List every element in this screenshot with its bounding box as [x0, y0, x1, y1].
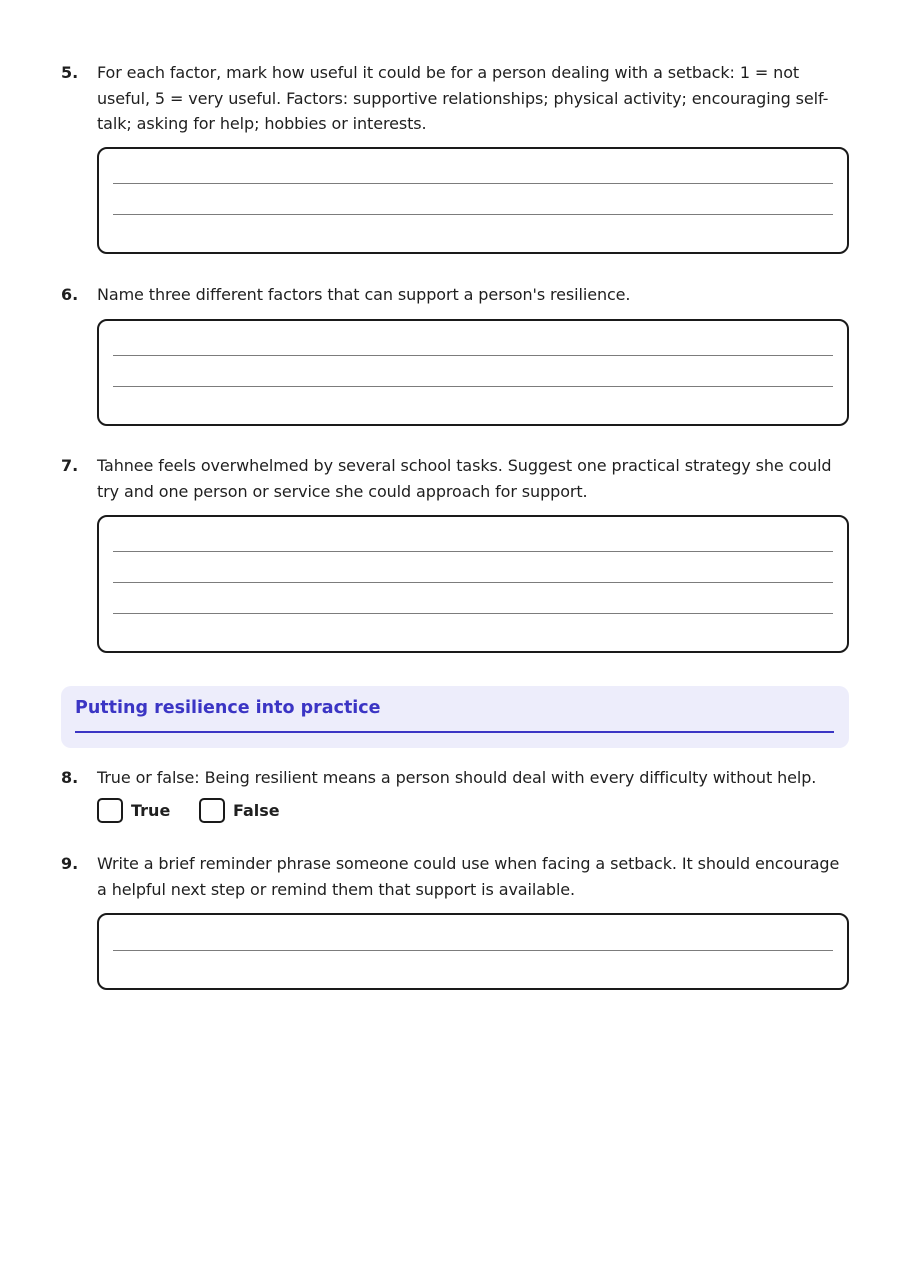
section-underline [75, 731, 834, 733]
answer-line [113, 183, 833, 184]
answer-line [113, 551, 833, 552]
question-text: True or false: Being resilient means a person should deal with every difficulty without help. [97, 768, 817, 787]
question-number: 9. [61, 854, 79, 873]
question-number: 6. [61, 285, 79, 304]
question-text: Write a brief reminder phrase someone could use when facing a setback. It should encourage a helpful next step or remind them that support is available. [97, 854, 840, 899]
answer-box-9[interactable] [97, 913, 849, 990]
answer-line [113, 613, 833, 614]
option-label: False [233, 801, 280, 820]
answer-box-7[interactable] [97, 515, 849, 653]
section-title: Putting resilience into practice [75, 698, 381, 718]
question-number: 7. [61, 456, 79, 475]
answer-line [113, 386, 833, 387]
option-false[interactable] [199, 798, 280, 823]
section-header [61, 686, 849, 748]
question-text: For each factor, mark how useful it could be for a person dealing with a setback: 1 = not useful, 5 = very useful. Factors: supportive relationships; physical activity; encouraging self-talk; asking for help; hobbies or interests. [97, 63, 829, 133]
answer-line [113, 950, 833, 951]
question-number: 8. [61, 768, 79, 787]
answer-box-6[interactable] [97, 319, 849, 426]
option-label: True [131, 801, 171, 820]
question-text: Tahnee feels overwhelmed by several school tasks. Suggest one practical strategy she could try and one person or service she could approach for support. [97, 456, 832, 501]
question-number: 5. [61, 63, 79, 82]
answer-line [113, 355, 833, 356]
answer-box-5[interactable] [97, 147, 849, 254]
option-true[interactable] [97, 798, 170, 823]
question-text: Name three different factors that can support a person's resilience. [97, 285, 631, 304]
true-checkbox[interactable] [97, 798, 123, 823]
answer-line [113, 582, 833, 583]
answer-line [113, 214, 833, 215]
false-checkbox[interactable] [199, 798, 225, 823]
